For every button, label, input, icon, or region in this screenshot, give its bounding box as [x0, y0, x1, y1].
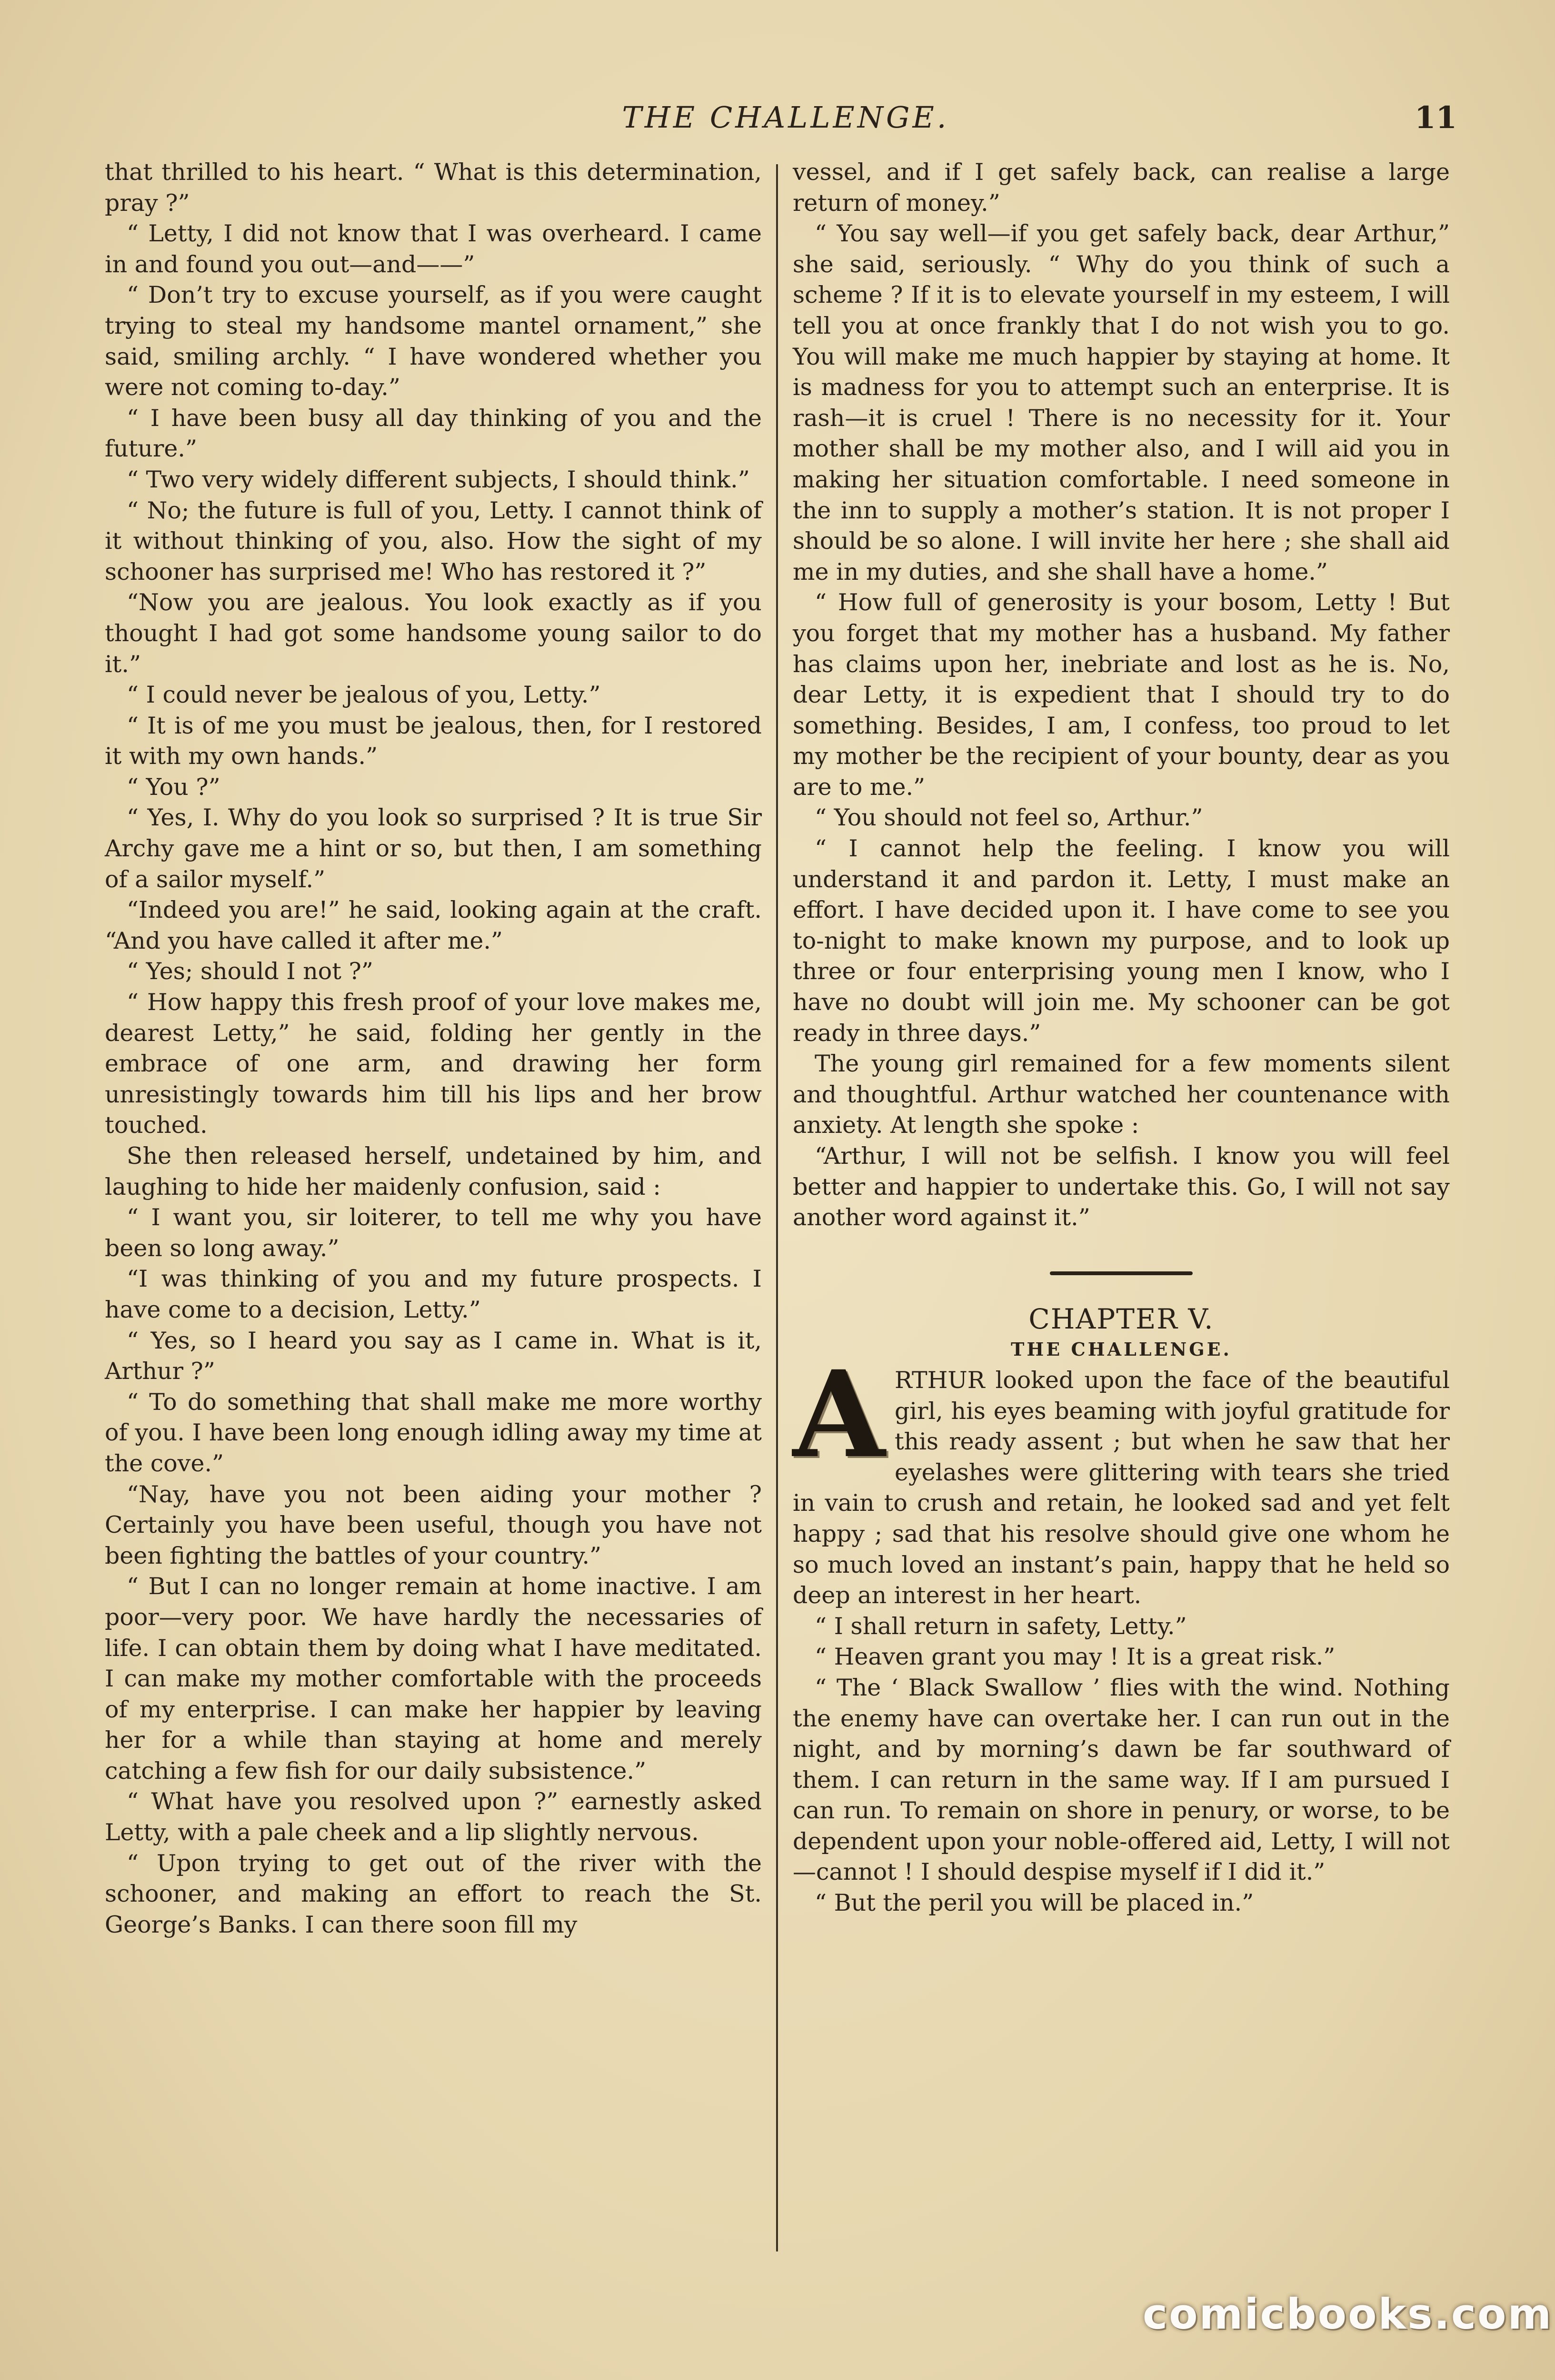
paragraph: “Arthur, I will not be selfish. I know you will feel better and happier to undertake this. Go, I will not say another word against it.”: [793, 1142, 1450, 1231]
paragraph: “ I have been busy all day thinking of you and the future.”: [105, 404, 762, 463]
paragraph: “ You should not feel so, Arthur.”: [815, 804, 1203, 832]
chapter-separator-rule: [1050, 1271, 1193, 1275]
paragraph: “ I could never be jealous of you, Letty.”: [127, 681, 601, 709]
paragraph: “ But the peril you will be placed in.”: [815, 1889, 1254, 1917]
paragraph: “ To do something that shall make me more worthy of you. I have been long enough idling away my time at the cove.”: [105, 1388, 762, 1477]
left-column: [105, 157, 762, 1940]
paragraph: that thrilled to his heart. “ What is this determination, pray ?”: [105, 159, 762, 217]
paragraph: “ It is of me you must be jealous, then, for I restored it with my own hands.”: [105, 712, 762, 770]
paragraph: “ What have you resolved upon ?” earnestly asked Letty, with a pale cheek and a lip slightly nervous.: [105, 1788, 762, 1846]
drop-cap: A: [793, 1344, 885, 1484]
paragraph: “ Yes, I. Why do you look so surprised ? It is true Sir Archy gave me a hint or so, but then, I am something of a sailor myself.”: [105, 804, 762, 893]
paragraph: “Now you are jealous. You look exactly as if you thought I had got some handsome young sailor to do it.”: [105, 589, 762, 678]
paragraph: She then released herself, undetained by him, and laughing to hide her maidenly confusion, said :: [105, 1142, 762, 1200]
paragraph: “ No; the future is full of you, Letty. I cannot think of it without thinking of you, also. How the sight of my schooner has surprised me! Who has restored it ?”: [105, 496, 762, 585]
paragraph: “ Heaven grant you may ! It is a great risk.”: [815, 1643, 1336, 1671]
opening-text: RTHUR looked upon the face of the beautiful girl, his eyes beaming with joyful gratitude for this ready assent ; but when he saw that her eyelashes were glittering with tears she tried in vain to crush and retain, he looked sad and yet felt happy ; sad that his resolve should give one whom he so much loved an instant’s pain, happy that he held so deep an interest in her heart.: [793, 1366, 1450, 1609]
paragraph: “ How full of generosity is your bosom, Letty ! But you forget that my mother has a husband. My father has claims upon her, inebriate and lost as he is. No, dear Letty, it is expedient that I should try to do something. Besides, I am, I confess, too proud to let my mother be the recipient of your bounty, dear as you are to me.”: [793, 589, 1450, 801]
paragraph: “ But I can no longer remain at home inactive. I am poor—very poor. We have hardly the necessaries of life. I can obtain them by doing what I have meditated. I can make my mother comfortable with the proceeds of my enterprise. I can make her happier by leaving her for a while than staying at home and merely catching a few fish for our daily subsistence.”: [105, 1573, 762, 1785]
paragraph: “ You ?”: [127, 773, 220, 801]
paragraph: “ I want you, sir loiterer, to tell me why you have been so long away.”: [105, 1204, 762, 1262]
paragraph: “ I cannot help the feeling. I know you will understand it and pardon it. Letty, I must make an effort. I have decided upon it. I have come to see you to-night to make known my purpose, and to look up three or four enterprising young men I know, who I have no doubt will join me. My schooner can be got ready in three days.”: [793, 835, 1450, 1047]
paragraph: “ I shall return in safety, Letty.”: [815, 1612, 1187, 1640]
paragraph: “ Yes, so I heard you say as I came in. What is it, Arthur ?”: [105, 1327, 762, 1385]
paragraph: “Nay, have you not been aiding your mother ? Certainly you have been useful, though you have not been fighting the battles of your country.”: [105, 1480, 762, 1569]
column-divider: [776, 164, 778, 2251]
paragraph: “I was thinking of you and my future prospects. I have come to a decision, Letty.”: [105, 1265, 762, 1323]
paragraph: “ Letty, I did not know that I was overheard. I came in and found you out—and——”: [105, 220, 762, 278]
paragraph: “ Upon trying to get out of the river with the schooner, and making an effort to reach the St. George’s Banks. I can there soon fill my: [105, 1849, 762, 1938]
paragraph: “ Yes; should I not ?”: [127, 958, 373, 985]
chapter-title: CHAPTER V.: [1028, 1302, 1214, 1335]
chapter-subtitle: THE CHALLENGE.: [1011, 1339, 1232, 1360]
site-watermark: comicbooks.com: [1143, 2290, 1553, 2339]
paragraph: “ Don’t try to excuse yourself, as if you were caught trying to steal my handsome mantel ornament,” she said, smiling archly. “ I have wondered whether you were not coming to-day.”: [105, 281, 762, 401]
page-number: 11: [1414, 100, 1457, 136]
right-column: [793, 157, 1450, 1919]
paragraph: The young girl remained for a few moments silent and thoughtful. Arthur watched her countenance with anxiety. At length she spoke :: [793, 1050, 1450, 1139]
paragraph: “ How happy this fresh proof of your love makes me, dearest Letty,” he said, folding her gently in the embrace of one arm, and drawing her form unresistingly towards him till his lips and her brow touched.: [105, 989, 762, 1139]
paragraph: “ Two very widely different subjects, I should think.”: [127, 466, 750, 493]
paragraph: “ You say well—if you get safely back, dear Arthur,” she said, seriously. “ Why do you think of such a scheme ? If it is to elevate yourself in my esteem, I will tell you at once frankly that I do not wish you to go. You will make me much happier by staying at home. It is madness for you to attempt such an enterprise. It is rash—it is cruel ! There is no necessity for it. Your mother shall be my mother also, and I will aid you in making her situation comfortable. I need someone in the inn to supply a mother’s station. It is not proper I should be so alone. I will invite her here ; she shall aid me in my duties, and she shall have a home.”: [793, 220, 1450, 585]
page-header: [0, 90, 1555, 148]
paragraph: vessel, and if I get safely back, can realise a large return of money.”: [793, 159, 1450, 217]
running-title: THE CHALLENGE.: [622, 100, 949, 135]
paragraph: “ The ‘ Black Swallow ’ flies with the wind. Nothing the enemy have can overtake her. I can run out in the night, and by morning’s dawn be far southward of them. I can return in the same way. If I am pursued I can run. To remain on shore in penury, or worse, to be dependent upon your noble-offered aid, Letty, I will not—cannot ! I should despise myself if I did it.”: [793, 1674, 1450, 1886]
paragraph: “Indeed you are!” he said, looking again at the craft. “And you have called it after me.”: [105, 896, 762, 954]
